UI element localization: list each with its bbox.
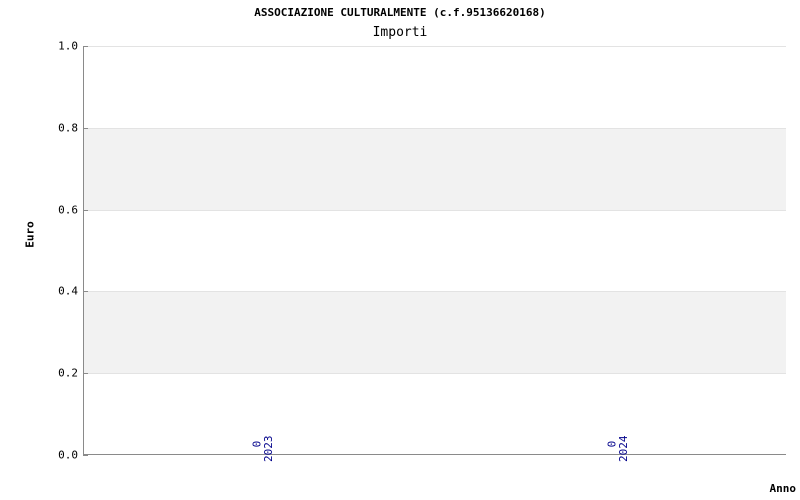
gridline-1.0 bbox=[84, 46, 786, 47]
ytick-label-0.8: 0.8 bbox=[58, 121, 78, 135]
x-axis-title: Anno bbox=[769, 482, 796, 495]
ytick-label-0.0: 0.0 bbox=[58, 448, 78, 462]
ytick-mark-0.2 bbox=[83, 373, 88, 374]
ytick-mark-0.8 bbox=[83, 128, 88, 129]
ytick-label-1.0: 1.0 bbox=[58, 39, 78, 53]
ytick-label-0.4: 0.4 bbox=[58, 284, 78, 298]
gridline-0.8 bbox=[84, 128, 786, 129]
gridline-0.2 bbox=[84, 373, 786, 374]
plot-band-lower bbox=[84, 291, 786, 373]
data-label-2024: 0 bbox=[605, 440, 619, 448]
ytick-mark-0.0 bbox=[83, 455, 88, 456]
gridline-0.4 bbox=[84, 291, 786, 292]
plot-area bbox=[83, 46, 786, 455]
gridline-0.6 bbox=[84, 210, 786, 211]
xtick-label-2024: 2024 bbox=[617, 435, 630, 462]
plot-band-upper bbox=[84, 128, 786, 210]
ytick-mark-0.6 bbox=[83, 210, 88, 211]
ytick-mark-1.0 bbox=[83, 46, 88, 47]
ytick-mark-0.4 bbox=[83, 291, 88, 292]
chart-header-title: ASSOCIAZIONE CULTURALMENTE (c.f.95136620168) bbox=[254, 6, 546, 19]
data-label-2023: 0 bbox=[250, 440, 264, 448]
xtick-label-2023: 2023 bbox=[262, 435, 275, 462]
ytick-label-0.6: 0.6 bbox=[58, 203, 78, 217]
y-axis-title: Euro bbox=[23, 221, 37, 248]
ytick-label-0.2: 0.2 bbox=[58, 366, 78, 380]
chart-title: Importi bbox=[372, 25, 428, 40]
y-axis-labels bbox=[30, 39, 78, 462]
